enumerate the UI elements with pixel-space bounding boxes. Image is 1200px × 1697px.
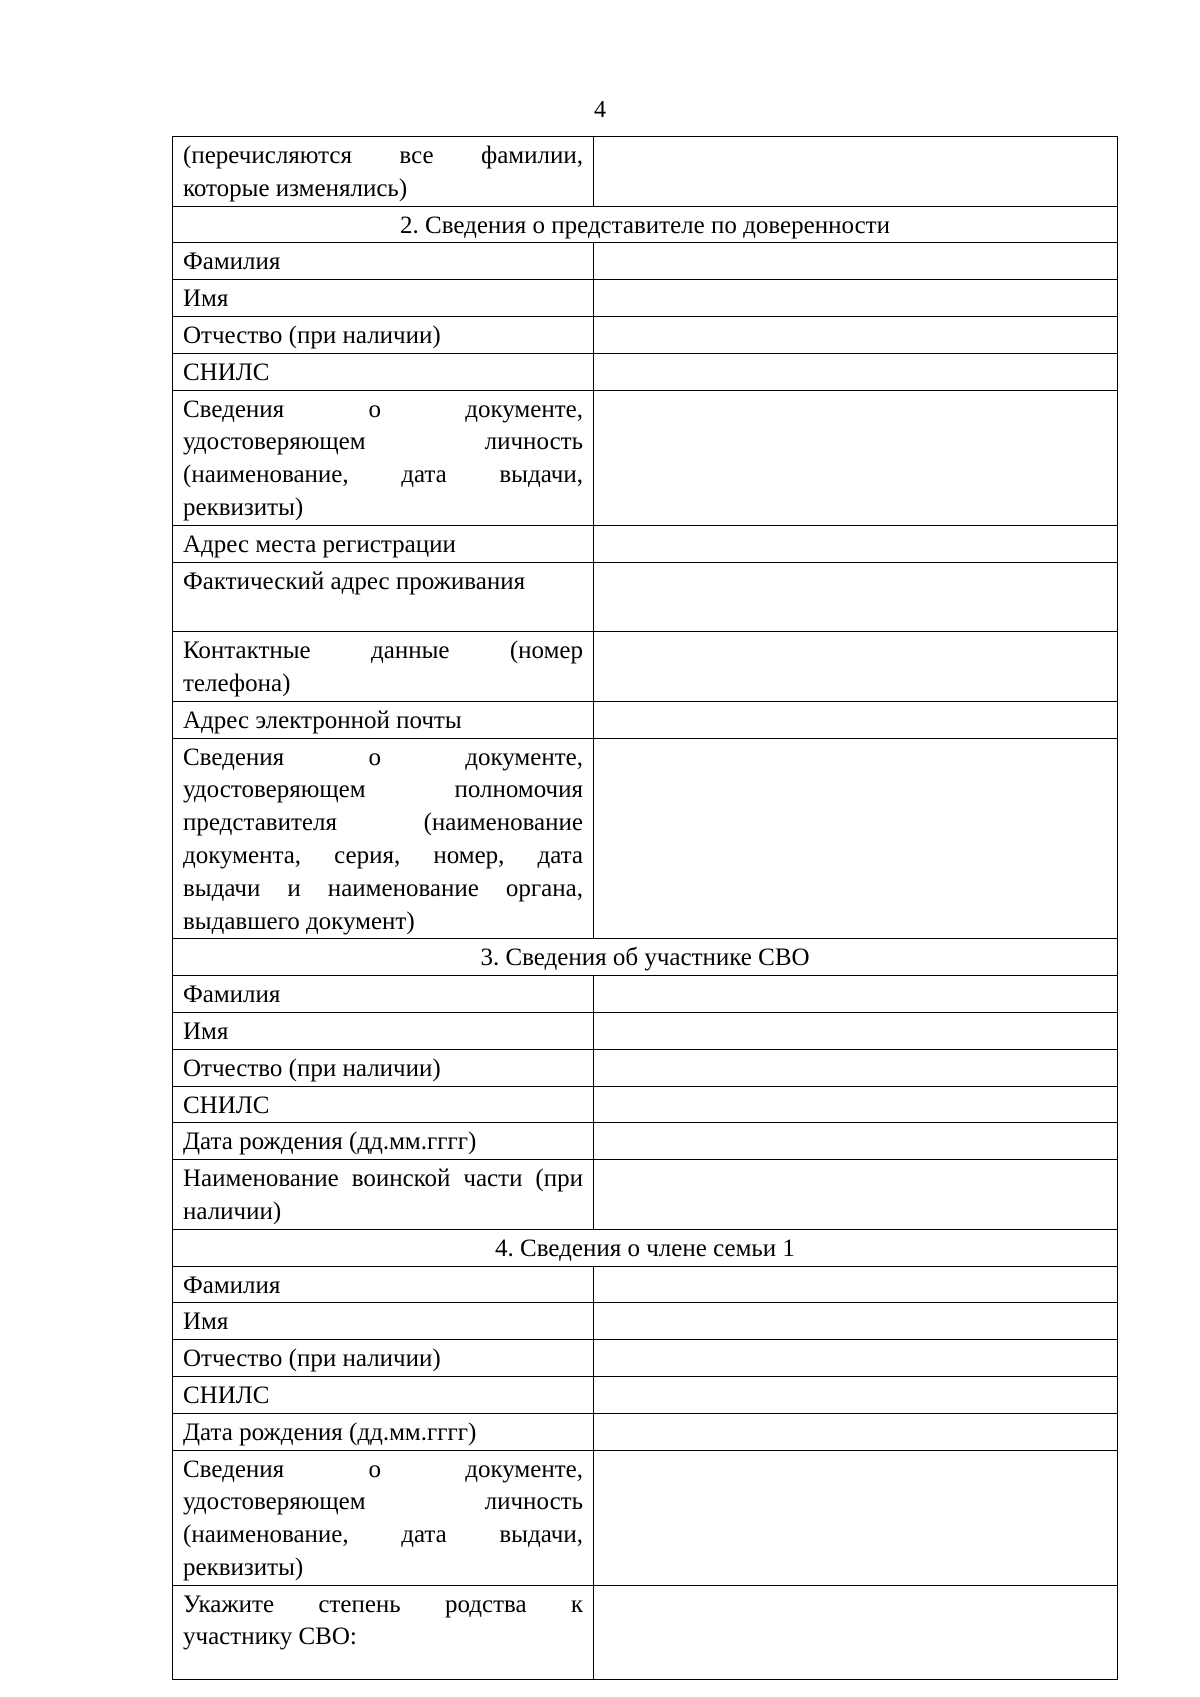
- form-field-row: [173, 738, 1118, 939]
- field-label: Сведения о документе, удостоверяющем полномочия представителя (наименование документа, серия, номер, дата выдачи и наименование органа, выдавшего документ): [173, 738, 594, 939]
- form-field-row: [173, 1086, 1118, 1123]
- field-value-cell[interactable]: [594, 353, 1118, 390]
- section-header-row: [173, 206, 1118, 243]
- form-field-row: [173, 1450, 1118, 1585]
- field-value-cell[interactable]: [594, 701, 1118, 738]
- form-field-row: [173, 1160, 1118, 1230]
- form-field-row: [173, 976, 1118, 1013]
- field-label: Укажите степень родства к участнику СВО:: [173, 1585, 594, 1679]
- field-label: Отчество (при наличии): [173, 1340, 594, 1377]
- field-value-cell[interactable]: [594, 243, 1118, 280]
- form-field-row: [173, 1585, 1118, 1679]
- field-label: СНИЛС: [173, 1376, 594, 1413]
- field-value-cell[interactable]: [594, 1160, 1118, 1230]
- field-label: СНИЛС: [173, 1086, 594, 1123]
- field-value-cell[interactable]: [594, 1266, 1118, 1303]
- field-value-cell[interactable]: [594, 1123, 1118, 1160]
- field-value-cell[interactable]: [594, 738, 1118, 939]
- field-value-cell[interactable]: [594, 316, 1118, 353]
- field-value-cell[interactable]: [594, 1049, 1118, 1086]
- field-value-cell[interactable]: [594, 525, 1118, 562]
- form-field-row: [173, 353, 1118, 390]
- field-value-cell[interactable]: [594, 562, 1118, 632]
- field-value-cell[interactable]: [594, 1413, 1118, 1450]
- form-table: [172, 136, 1118, 1680]
- form-field-row: [173, 1340, 1118, 1377]
- field-value-cell[interactable]: [594, 1585, 1118, 1679]
- field-label: Имя: [173, 280, 594, 317]
- form-field-row: [173, 280, 1118, 317]
- field-label: Отчество (при наличии): [173, 1049, 594, 1086]
- form-field-row: [173, 525, 1118, 562]
- field-label: Фамилия: [173, 976, 594, 1013]
- field-label: Сведения о документе, удостоверяющем личность (наименование, дата выдачи, реквизиты): [173, 1450, 594, 1585]
- field-value-cell[interactable]: [594, 1086, 1118, 1123]
- section-header-row: [173, 1229, 1118, 1266]
- field-value-cell[interactable]: [594, 1450, 1118, 1585]
- form-field-row: [173, 1266, 1118, 1303]
- field-value-cell[interactable]: [594, 280, 1118, 317]
- field-label: Дата рождения (дд.мм.гггг): [173, 1413, 594, 1450]
- section-title: 4. Сведения о члене семьи 1: [173, 1229, 1118, 1266]
- section-title: 2. Сведения о представителе по доверенности: [173, 206, 1118, 243]
- form-field-row: [173, 632, 1118, 702]
- form-field-row: [173, 562, 1118, 632]
- field-value-cell[interactable]: [594, 1303, 1118, 1340]
- field-label: Фамилия: [173, 243, 594, 280]
- field-label: Отчество (при наличии): [173, 316, 594, 353]
- form-field-row: [173, 1049, 1118, 1086]
- form-field-row: [173, 701, 1118, 738]
- section-header-row: [173, 939, 1118, 976]
- field-label: (перечисляются все фамилии, которые изменялись): [173, 137, 594, 207]
- form-field-row: [173, 390, 1118, 525]
- field-label: Адрес электронной почты: [173, 701, 594, 738]
- field-label: Дата рождения (дд.мм.гггг): [173, 1123, 594, 1160]
- page-number: 4: [594, 97, 606, 123]
- field-label: Имя: [173, 1012, 594, 1049]
- field-label: Наименование воинской части (при наличии): [173, 1160, 594, 1230]
- field-label: Фамилия: [173, 1266, 594, 1303]
- form-table-body: [173, 137, 1118, 1680]
- field-value-cell[interactable]: [594, 1340, 1118, 1377]
- field-label: Адрес места регистрации: [173, 525, 594, 562]
- field-label: СНИЛС: [173, 353, 594, 390]
- form-field-row: [173, 1303, 1118, 1340]
- field-label: Сведения о документе, удостоверяющем личность (наименование, дата выдачи, реквизиты): [173, 390, 594, 525]
- form-field-row: [173, 1413, 1118, 1450]
- field-label: Имя: [173, 1303, 594, 1340]
- section-title: 3. Сведения об участнике СВО: [173, 939, 1118, 976]
- field-value-cell[interactable]: [594, 1012, 1118, 1049]
- form-field-row: [173, 137, 1118, 207]
- form-field-row: [173, 243, 1118, 280]
- field-label: Фактический адрес проживания: [173, 562, 594, 632]
- form-field-row: [173, 316, 1118, 353]
- form-field-row: [173, 1012, 1118, 1049]
- form-field-row: [173, 1376, 1118, 1413]
- field-value-cell[interactable]: [594, 1376, 1118, 1413]
- form-field-row: [173, 1123, 1118, 1160]
- field-value-cell[interactable]: [594, 390, 1118, 525]
- field-label: Контактные данные (номер телефона): [173, 632, 594, 702]
- field-value-cell[interactable]: [594, 976, 1118, 1013]
- field-value-cell[interactable]: [594, 137, 1118, 207]
- field-value-cell[interactable]: [594, 632, 1118, 702]
